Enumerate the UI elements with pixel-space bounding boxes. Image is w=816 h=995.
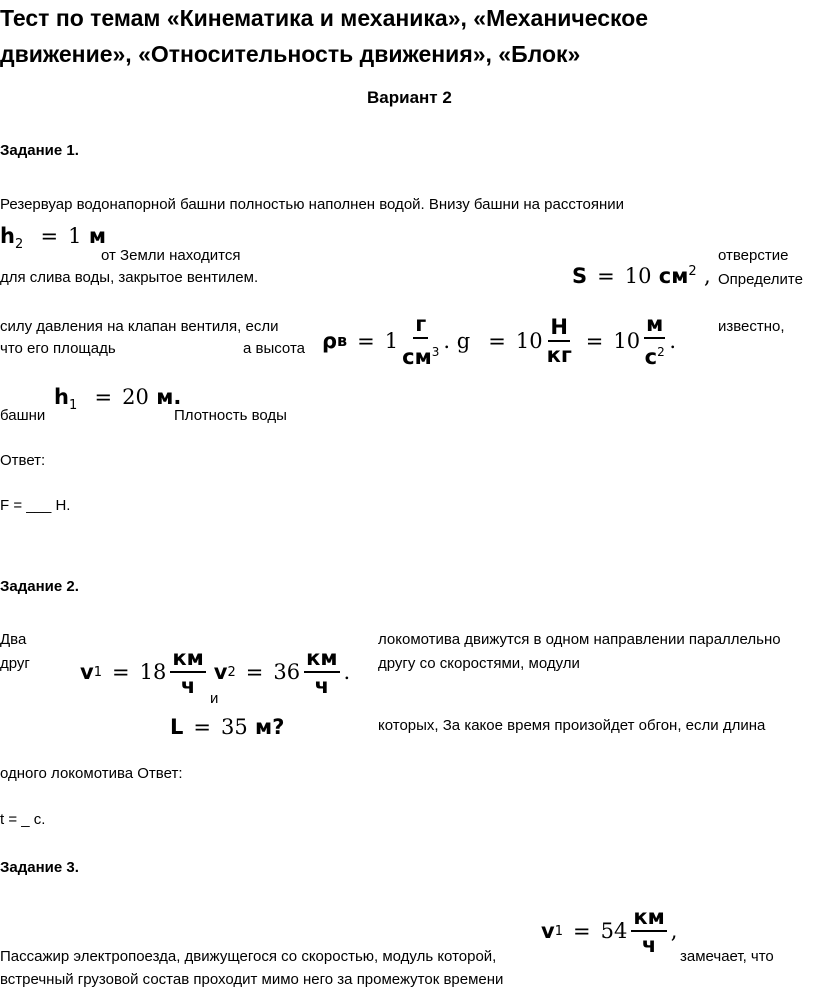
- task3-heading: Задание 3.: [0, 859, 79, 876]
- task1-frag-density: Плотность воды: [174, 407, 287, 424]
- task1-answer-field: F = ___ Н.: [0, 497, 71, 514]
- formula-train-speed: v 1 = 54 $\frac{км}{ч}$ ,: [541, 905, 678, 957]
- task1-frag-area: что его площадь: [0, 340, 116, 357]
- task2-frag-and: и: [210, 690, 219, 707]
- task1-frag-height: а высота: [243, 340, 305, 357]
- formula-h2: $h_2 = 1$ м: [0, 224, 107, 253]
- task1-frag-from-ground: от Земли находится: [101, 247, 241, 264]
- task1-frag-known: известно,: [718, 318, 785, 335]
- task2-frag-one: одного локомотива Ответ:: [0, 765, 183, 782]
- task3-frag-notices: замечает, что: [680, 948, 774, 965]
- formula-density: ρ в = 1 $\frac{г}{см^3}$ . g = 10 $\frac{Н}{кг}$ = 10 $\frac{м}{с^2}$ .: [322, 312, 676, 369]
- task2-frag-two: Два: [0, 631, 27, 648]
- task1-heading: Задание 1.: [0, 142, 79, 159]
- task1-frag-determine: Определите: [718, 271, 803, 288]
- task1-frag-tower: башни: [0, 407, 46, 424]
- task1-frag-drain: для слива воды, закрытое вентилем.: [0, 269, 259, 286]
- task1-text-line1: Резервуар водонапорной башни полностью наполнен водой. Внизу башни на расстоянии: [0, 196, 625, 213]
- task3-frag-passenger: Пассажир электропоезда, движущегося со скоростью, модуль которой,: [0, 948, 497, 965]
- task2-frag-friend: друг: [0, 655, 30, 672]
- task2-frag-locos: локомотива движутся в одном направлении параллельно: [378, 631, 781, 648]
- formula-length: L = 35 м?: [170, 715, 285, 739]
- formula-h1: $h_1 = 20$ м.: [54, 385, 182, 414]
- formula-area: S = 10 $см^2$ ,: [572, 264, 711, 288]
- task2-answer-field: t = _ с.: [0, 811, 46, 828]
- formula-speeds: v 1 = 18 $\frac{км}{ч}$ v 2 = 36 $\frac{км}{ч}$ .: [80, 646, 351, 698]
- task1-answer-label: Ответ:: [0, 452, 46, 469]
- task2-frag-speeds: другу со скоростями, модули: [378, 655, 580, 672]
- task1-frag-opening: отверстие: [718, 247, 789, 264]
- task2-heading: Задание 2.: [0, 578, 79, 595]
- task1-frag-force: силу давления на клапан вентиля, если: [0, 318, 279, 335]
- task3-frag-freight: встречный грузовой состав проходит мимо него за промежуток времени: [0, 971, 504, 988]
- page-title-line-2: движение», «Относительность движения», «Блок»: [0, 41, 581, 67]
- task2-frag-which: которых, За какое время произойдет обгон, если длина: [378, 717, 766, 734]
- page-title-line-1: Тест по темам «Кинематика и механика», «Механическое: [0, 5, 649, 31]
- variant-label: Вариант 2: [367, 88, 452, 107]
